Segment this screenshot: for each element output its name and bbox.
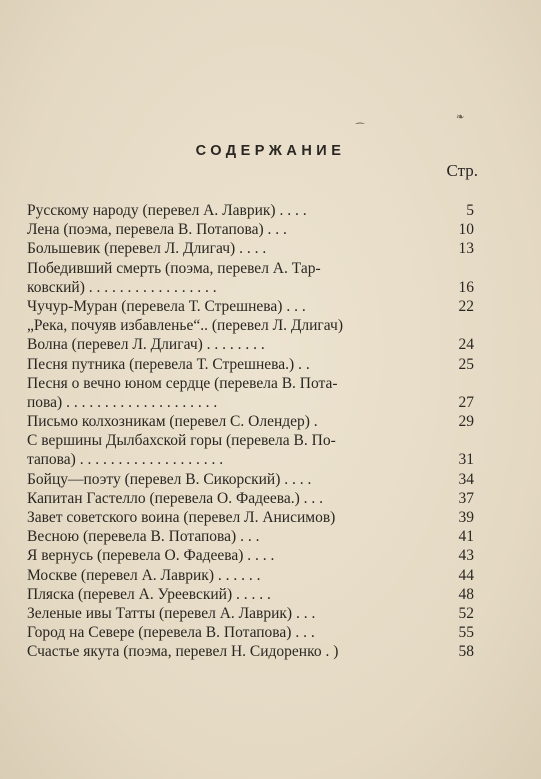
toc-entry-title: Песня путника (перевела Т. Стрешнева.) . . bbox=[27, 355, 310, 373]
toc-entry-title: Большевик (перевел Л. Длигач) . . . . bbox=[27, 240, 267, 258]
page-column-header: Стр. bbox=[446, 161, 478, 180]
toc-entry-title: С вершины Дылбахской горы (перевела В. По- bbox=[27, 432, 336, 450]
toc-entry-page: 27 bbox=[458, 393, 474, 411]
toc-entry-title: Русскому народу (перевел А. Лаврик) . . . . bbox=[27, 202, 307, 219]
toc-entry-title: Капитан Гастелло (перевела О. Фадеева.) . . . bbox=[27, 489, 324, 507]
toc-entry-title: Победивший смерть (поэма, перевел А. Тар- bbox=[27, 259, 321, 277]
toc-entry-title: Я вернусь (перевела О. Фадеева) . . . . bbox=[27, 547, 275, 565]
toc-entry-page: 48 bbox=[458, 585, 474, 603]
toc-entry bbox=[27, 431, 474, 450]
toc-entry bbox=[27, 259, 474, 278]
toc-entry-title: Зеленые ивы Татты (перевел А. Лаврик) . . . bbox=[27, 604, 316, 622]
toc-entry-title: Чучур-Муран (перевела Т. Стрешнева) . . . bbox=[27, 297, 306, 315]
toc-entry bbox=[27, 316, 474, 335]
toc-entry bbox=[27, 374, 474, 393]
page-mark: ❧ bbox=[456, 112, 465, 123]
toc-entry-page: 5 bbox=[466, 202, 474, 219]
toc-entry bbox=[27, 527, 474, 546]
toc-entry-title: пова) . . . . . . . . . . . . . . . . . . . . bbox=[27, 393, 218, 411]
toc-entry-title: Песня о вечно юном сердце (перевела В. Пота- bbox=[27, 374, 338, 392]
toc-entry bbox=[27, 470, 474, 489]
toc-entry-page: 24 bbox=[458, 336, 474, 354]
toc-entry-title: Счастье якута (поэма, перевел Н. Сидоренко . ) bbox=[27, 643, 339, 661]
toc-entry-title: тапова) . . . . . . . . . . . . . . . . . . . bbox=[27, 451, 224, 469]
toc-entry-page: 16 bbox=[458, 278, 474, 296]
toc-entry-title: Письмо колхозникам (перевел С. Олендер) . bbox=[27, 413, 318, 431]
toc-entry-title: Волна (перевел Л. Длигач) . . . . . . . . bbox=[27, 336, 265, 354]
toc-entry-page: 44 bbox=[458, 566, 474, 584]
toc-entry bbox=[27, 546, 474, 565]
toc-entry-page: 29 bbox=[458, 413, 474, 431]
toc-entry bbox=[27, 604, 474, 623]
toc-entry-title: Лена (поэма, перевела В. Потапова) . . . bbox=[27, 221, 287, 239]
toc-entry-page: 13 bbox=[458, 240, 474, 258]
toc-entry bbox=[27, 508, 474, 527]
toc-entry bbox=[27, 623, 474, 642]
toc-entry-page: 37 bbox=[458, 489, 474, 507]
toc-entry-title: Город на Севере (перевела В. Потапова) . . . bbox=[27, 624, 315, 642]
page-title: СОДЕРЖАНИЕ bbox=[195, 143, 346, 159]
toc-entry bbox=[27, 335, 474, 354]
toc-entry bbox=[27, 585, 474, 604]
toc-entry-title: „Река, почуяв избавленье“.. (перевел Л. Длигач) bbox=[27, 317, 344, 335]
toc-entry-title: Москве (перевел А. Лаврик) . . . . . . bbox=[27, 566, 261, 584]
toc-entry bbox=[27, 393, 474, 412]
toc-entry-title: Весною (перевела В. Потапова) . . . bbox=[27, 528, 260, 546]
toc-entry-page: 55 bbox=[458, 624, 474, 642]
table-of-contents bbox=[27, 201, 474, 662]
toc-entry-title: Завет советского воина (перевел Л. Анисимов) bbox=[27, 509, 336, 526]
toc-entry bbox=[27, 201, 474, 220]
toc-entry-page: 52 bbox=[458, 604, 474, 622]
toc-entry bbox=[27, 412, 474, 431]
toc-entry-page: 41 bbox=[458, 528, 474, 546]
toc-entry-page: 43 bbox=[458, 547, 474, 565]
toc-entry bbox=[27, 220, 474, 239]
toc-entry-title: Бойцу—поэту (перевел В. Сикорский) . . . . bbox=[27, 470, 312, 488]
toc-entry-page: 31 bbox=[458, 451, 474, 469]
toc-entry bbox=[27, 278, 474, 297]
toc-entry-page: 22 bbox=[458, 297, 474, 315]
toc-entry-title: ковский) . . . . . . . . . . . . . . . . . bbox=[27, 278, 217, 296]
toc-entry-page: 25 bbox=[458, 355, 474, 373]
toc-entry-page: 39 bbox=[458, 509, 474, 526]
toc-entry bbox=[27, 297, 474, 316]
toc-entry bbox=[27, 450, 474, 469]
toc-entry bbox=[27, 566, 474, 585]
toc-entry-page: 34 bbox=[458, 470, 474, 488]
tick-mark: ⁀ bbox=[356, 124, 365, 135]
toc-entry-title: Пляска (перевел А. Уреевский) . . . . . bbox=[27, 585, 271, 603]
toc-entry bbox=[27, 355, 474, 374]
toc-entry-page: 58 bbox=[458, 643, 474, 661]
toc-entry bbox=[27, 489, 474, 508]
toc-entry bbox=[27, 239, 474, 258]
toc-entry-page: 10 bbox=[458, 221, 474, 239]
toc-entry bbox=[27, 642, 474, 661]
